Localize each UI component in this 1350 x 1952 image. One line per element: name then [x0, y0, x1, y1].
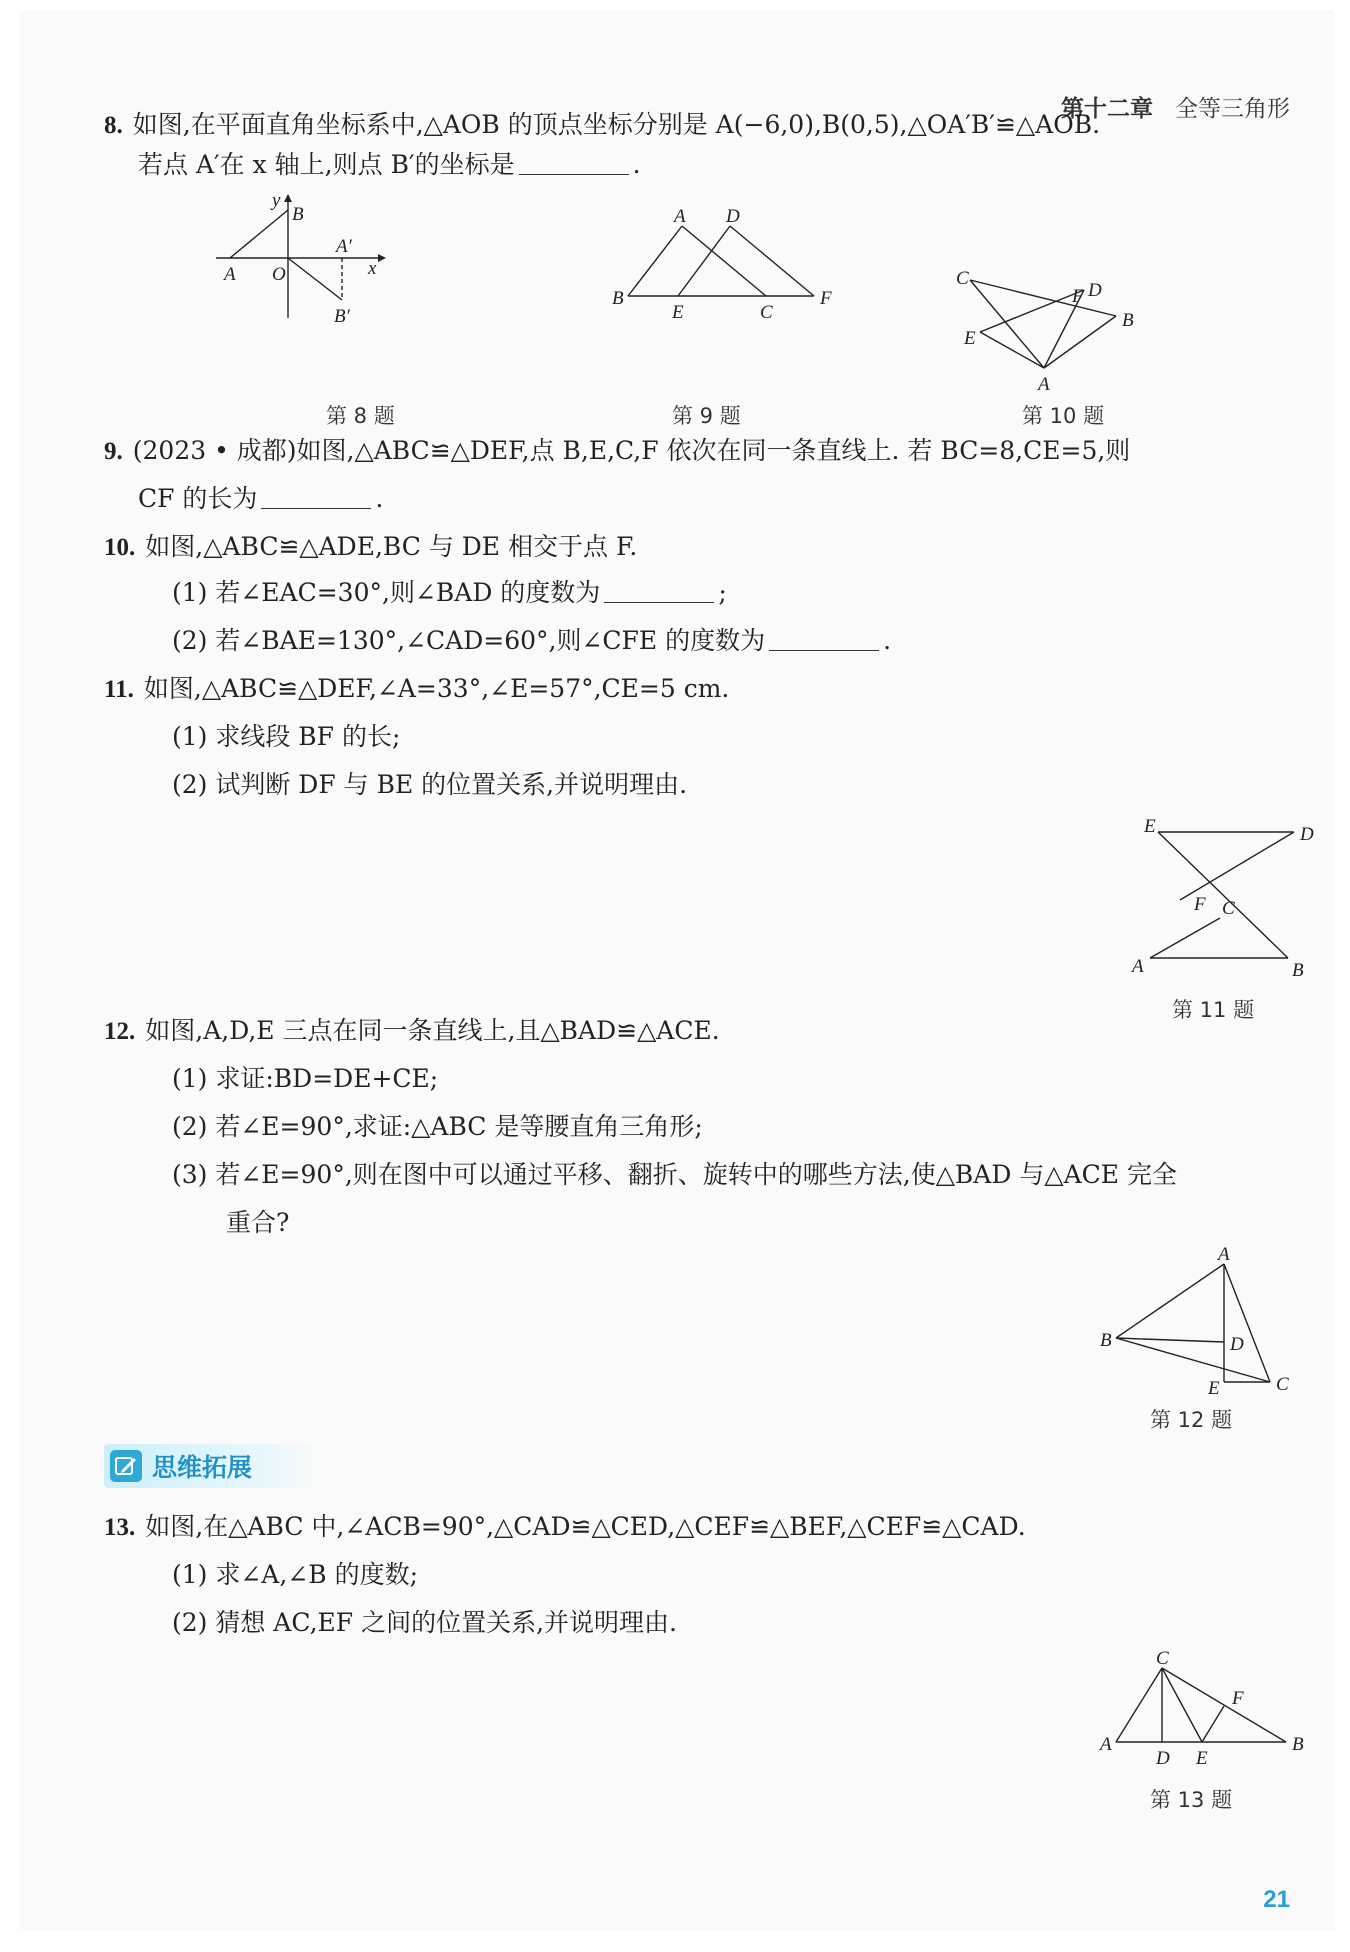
fig13-caption: 第 13 题 [1150, 1788, 1233, 1812]
label-B: B [1122, 310, 1134, 331]
q8-line1 [104, 108, 1100, 143]
segment-CE [1162, 1668, 1202, 1742]
segment-BC [1116, 1338, 1270, 1382]
label-F: F [820, 288, 832, 309]
segment-EF [1202, 1706, 1224, 1742]
q9-line1 [104, 434, 1130, 469]
q9-stem: (2023 • 成都)如图,△ABC≌△DEF,点 B,E,C,F 依次在同一条直线上. 若 BC=8,CE=5,则 [132, 436, 1131, 465]
figure-12 [1080, 1246, 1310, 1396]
segment-DF [1180, 832, 1294, 900]
segment-BA [628, 226, 682, 296]
answer-blank [261, 484, 371, 509]
page-number: 21 [1263, 1886, 1290, 1913]
label-E: E [672, 302, 684, 323]
label-B: B [1292, 1734, 1304, 1755]
label-F: F [1232, 1688, 1244, 1709]
q8-stem: 如图,在平面直角坐标系中,△AOB 的顶点坐标分别是 A(−6,0),B(0,5),△OA′B′≌△AOB. [132, 110, 1101, 139]
q12-part3: (3) 若∠E=90°,则在图中可以通过平移、翻折、旋转中的哪些方法,使△BAD 与△ACE 完全 [172, 1160, 1177, 1189]
label-B: B [292, 204, 304, 225]
label-A: A [224, 264, 236, 285]
segment-BD [1116, 1338, 1224, 1342]
figure-13 [1080, 1650, 1320, 1780]
label-D: D [726, 206, 740, 227]
x-axis-arrow [378, 254, 386, 262]
pencil-board-icon [110, 1450, 142, 1482]
q13-part2: (2) 猜想 AC,EF 之间的位置关系,并说明理由. [172, 1608, 677, 1637]
q12-number: 12. [104, 1018, 136, 1045]
q12-stem-line [104, 1014, 720, 1049]
q10-part2-end: . [883, 626, 892, 655]
segment-AC [682, 226, 766, 296]
q8-line2 [138, 148, 641, 182]
y-axis-arrow [284, 194, 292, 202]
q10-number: 10. [104, 534, 136, 561]
q9-question: CF 的长为 [138, 484, 258, 513]
segment-AC [1116, 1668, 1162, 1742]
q10-part2-text: (2) 若∠BAE=130°,∠CAD=60°,则∠CFE 的度数为 [172, 626, 766, 655]
figure-8 [210, 188, 400, 328]
q10-stem-line [104, 530, 637, 565]
fig12-caption: 第 12 题 [1150, 1408, 1233, 1432]
q10-part1-text: (1) 若∠EAC=30°,则∠BAD 的度数为 [172, 578, 601, 607]
segment-ED [678, 226, 730, 296]
q13-part1: (1) 求∠A,∠B 的度数; [172, 1560, 418, 1589]
label-O: O [272, 264, 286, 285]
q11-stem: 如图,△ABC≌△DEF,∠A=33°,∠E=57°,CE=5 cm. [143, 674, 730, 703]
segment-EA [980, 332, 1044, 368]
label-C: C [956, 268, 969, 289]
q12-part2: (2) 若∠E=90°,求证:△ABC 是等腰直角三角形; [172, 1112, 703, 1141]
q11-part1: (1) 求线段 BF 的长; [172, 722, 401, 751]
chapter-number: 第十二章 [1061, 96, 1153, 122]
q11-stem-line [104, 672, 729, 707]
figure-11 [1110, 810, 1320, 985]
label-A: A [1132, 956, 1144, 977]
q12-stem: 如图,A,D,E 三点在同一条直线上,且△BAD≌△ACE. [145, 1016, 720, 1045]
q9-number: 9. [104, 438, 123, 465]
segment-AB [1044, 316, 1116, 368]
segment-CB [1162, 1668, 1286, 1742]
q13-number: 13. [104, 1514, 136, 1541]
figure-10 [950, 260, 1180, 400]
q13-stem-line [104, 1510, 1026, 1545]
label-A-prime: A′ [336, 236, 352, 257]
label-C: C [1276, 1374, 1289, 1395]
q9-period: . [375, 484, 384, 513]
label-C: C [1156, 1650, 1169, 1669]
q8-number: 8. [104, 112, 123, 139]
label-y: y [272, 190, 281, 211]
label-F: F [1072, 286, 1084, 307]
label-A: A [1218, 1246, 1230, 1265]
chapter-title: 全等三角形 [1175, 96, 1290, 122]
fig10-caption: 第 10 题 [1022, 404, 1105, 428]
segment-AC [1150, 918, 1220, 958]
q10-part1-end: ; [718, 578, 727, 607]
segment-AB [230, 210, 288, 258]
q8-question: 若点 A′在 x 轴上,则点 B′的坐标是 [138, 150, 515, 179]
q12-part3-cont: 重合? [226, 1208, 290, 1237]
label-F: F [1194, 894, 1206, 915]
q12-part1: (1) 求证:BD=DE+CE; [172, 1064, 439, 1093]
segment-DF [730, 226, 814, 296]
label-D: D [1230, 1334, 1244, 1355]
q11-number: 11. [104, 676, 134, 703]
answer-blank [769, 626, 879, 651]
q10-part1 [172, 576, 727, 610]
label-C: C [1222, 898, 1235, 919]
answer-blank [519, 150, 629, 175]
q11-part2: (2) 试判断 DF 与 BE 的位置关系,并说明理由. [172, 770, 688, 799]
q8-period: . [632, 150, 641, 179]
q10-stem: 如图,△ABC≌△ADE,BC 与 DE 相交于点 F. [145, 532, 638, 561]
label-E: E [964, 328, 976, 349]
fig8-caption: 第 8 题 [326, 404, 395, 428]
label-C: C [760, 302, 773, 323]
segment-AC [1224, 1264, 1270, 1382]
label-D: D [1088, 280, 1102, 301]
label-E: E [1196, 1748, 1208, 1769]
label-B: B [1292, 960, 1304, 981]
section-header-thinking-extension [104, 1444, 324, 1488]
label-x: x [368, 258, 377, 279]
q10-part2 [172, 624, 891, 658]
segment-EB [1158, 832, 1288, 958]
segment-CA [970, 280, 1044, 368]
fig11-caption: 第 11 题 [1172, 998, 1255, 1022]
label-B: B [612, 288, 624, 309]
segment-BA [1116, 1264, 1224, 1338]
figure-9 [594, 206, 844, 336]
label-B-prime: B′ [334, 306, 350, 327]
label-A: A [674, 206, 686, 227]
label-A: A [1038, 374, 1050, 395]
label-E: E [1208, 1378, 1220, 1396]
answer-blank [604, 578, 714, 603]
label-D: D [1156, 1748, 1170, 1769]
label-D: D [1300, 824, 1314, 845]
q9-line2 [138, 482, 383, 516]
label-B: B [1100, 1330, 1112, 1351]
workbook-page [20, 10, 1334, 1930]
label-A: A [1100, 1734, 1112, 1755]
label-E: E [1144, 816, 1156, 837]
fig9-caption: 第 9 题 [672, 404, 741, 428]
segment-OB2 [288, 258, 342, 300]
q13-stem: 如图,在△ABC 中,∠ACB=90°,△CAD≌△CED,△CEF≌△BEF,△CEF≌△CAD. [145, 1512, 1026, 1541]
section-title: 思维拓展 [152, 1453, 253, 1482]
